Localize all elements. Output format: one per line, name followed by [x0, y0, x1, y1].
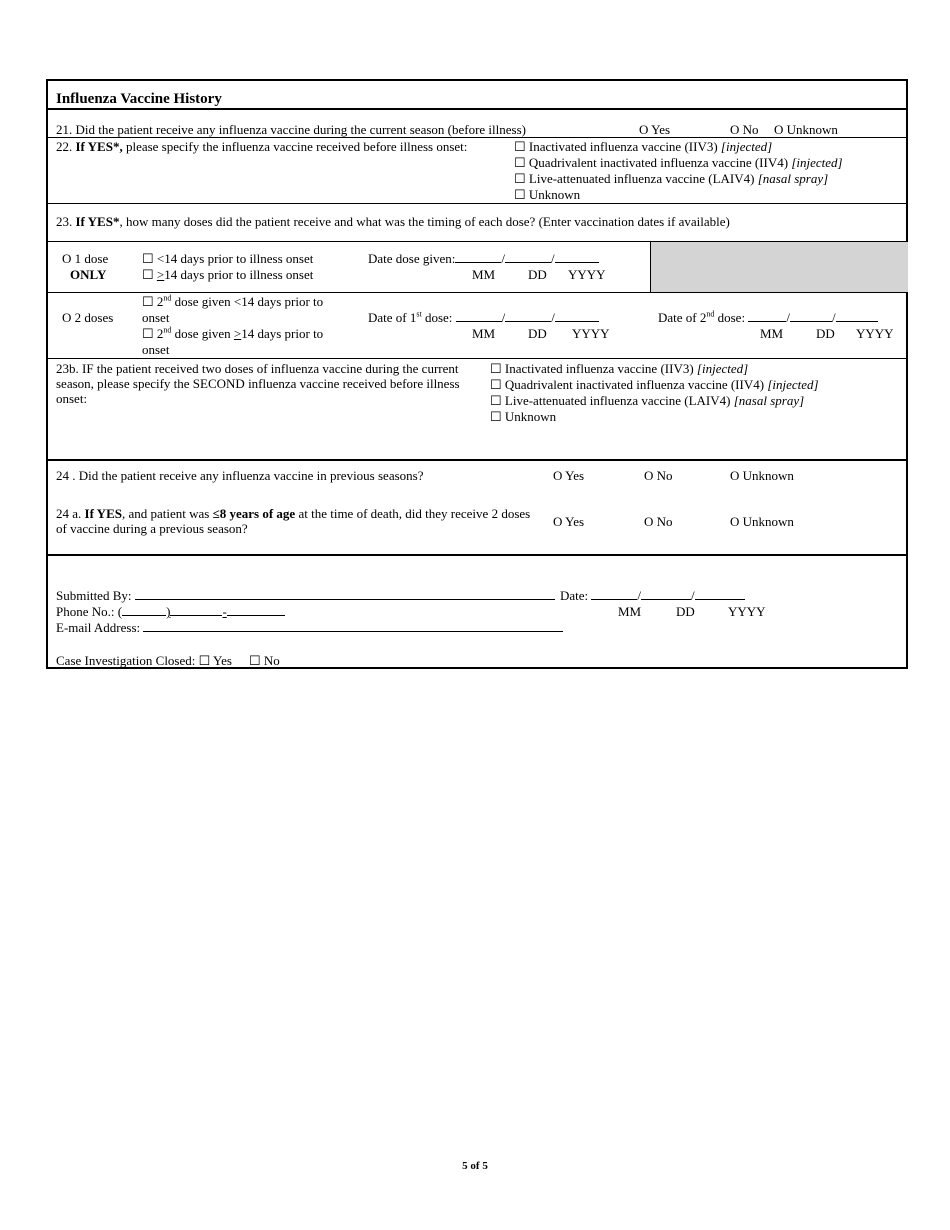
date-label: dose:: [714, 310, 746, 325]
checkbox-glyph: ☐: [142, 267, 157, 282]
q24a-no-radio[interactable]: O No: [644, 514, 673, 529]
q22-option-route: [injected]: [720, 139, 773, 154]
dd-caption: DD: [528, 326, 547, 341]
mm-blank[interactable]: [455, 251, 501, 263]
submit-date-field[interactable]: [560, 588, 745, 603]
q23-prompt: , how many doses did the patient receive and what was the timing of each dose? (Enter vaccination dates if available): [119, 214, 730, 229]
date-separator: /: [501, 251, 505, 266]
case-closed-label: Case Investigation Closed:: [56, 653, 199, 668]
dd-caption: DD: [528, 267, 547, 282]
dd-blank[interactable]: [505, 251, 551, 263]
one-dose-lt14-checkbox[interactable]: ☐ <14 days prior to illness onset: [142, 251, 314, 266]
dd-caption: DD: [816, 326, 835, 341]
q23b-option-laiv4[interactable]: [490, 393, 804, 408]
shaded-cell: [650, 242, 908, 292]
mm-caption: MM: [472, 326, 496, 341]
q21-text: 21. Did the patient receive any influenza vaccine during the current season (before illness): [56, 122, 526, 137]
checkbox-label: ☐ 2: [142, 294, 164, 309]
q22-prompt: please specify the influenza vaccine received before illness onset:: [122, 139, 468, 154]
q24a-unknown-radio[interactable]: O Unknown: [730, 514, 794, 529]
submitted-by-blank[interactable]: [135, 588, 555, 600]
phone-label: Phone No.: (: [56, 604, 123, 619]
q24a-prompt: , and patient was: [121, 506, 213, 521]
date-separator: /: [637, 588, 642, 603]
q24a-yes-radio[interactable]: O Yes: [553, 514, 585, 529]
q22-option-route: [nasal spray]: [757, 171, 829, 186]
q24-text: 24 . Did the patient receive any influenza vaccine in previous seasons?: [56, 468, 424, 483]
q24a-number: 24 a.: [56, 506, 85, 521]
two-doses-lt14-onset: onset: [142, 310, 170, 325]
cell-border: [650, 242, 651, 292]
q21-no-radio[interactable]: O No: [730, 122, 759, 137]
q22-option-unknown[interactable]: [514, 187, 580, 202]
two-doses-radio[interactable]: O 2 doses: [62, 310, 114, 325]
q22-if-yes: If YES*,: [75, 139, 123, 154]
q22-option-route: [injected]: [791, 155, 843, 170]
second-dose-date[interactable]: [658, 310, 878, 325]
checkbox-label: dose given: [171, 326, 234, 341]
q22-option-label: ☐ Inactivated influenza vaccine (IIV3): [514, 139, 721, 154]
one-dose-only-label: ONLY: [70, 267, 107, 282]
one-dose-radio[interactable]: O 1 dose: [62, 251, 109, 266]
q24-no-radio[interactable]: O No: [644, 468, 673, 483]
mm-caption: MM: [760, 326, 784, 341]
ordinal-suffix: nd: [163, 325, 172, 335]
q22-option-label: ☐ Quadrivalent inactivated influenza vaccine (IIV4): [514, 155, 792, 170]
date-separator: /: [831, 310, 836, 325]
q23b-text: 23b. IF the patient received two doses of influenza vaccine during the current season, please specify the SECOND influenza vaccine received before illness onset:: [56, 361, 460, 406]
date-label: dose:: [421, 310, 453, 325]
q24a-text: [56, 506, 536, 536]
q23b-option-route: [nasal spray]: [733, 393, 805, 408]
q23b-option-iiv4[interactable]: [490, 377, 819, 392]
dd-blank[interactable]: [641, 588, 691, 600]
phone-line-blank[interactable]: [227, 604, 285, 616]
dd-blank[interactable]: [505, 310, 551, 322]
case-closed-yes-checkbox[interactable]: ☐ Yes: [198, 653, 232, 668]
q21-unknown-radio[interactable]: O Unknown: [774, 122, 838, 137]
divider: [48, 358, 906, 359]
mm-blank[interactable]: [748, 310, 786, 322]
yyyy-caption: YYYY: [856, 326, 894, 341]
ge-sign: >: [233, 326, 242, 341]
q23-if-yes: If YES*: [75, 214, 120, 229]
divider: [48, 203, 906, 204]
date-label: Date of 2: [658, 310, 707, 325]
date-separator: /: [501, 310, 506, 325]
q22-option-label: ☐ Live-attenuated influenza vaccine (LAIV4): [514, 171, 758, 186]
mm-caption: MM: [472, 267, 496, 282]
dd-blank[interactable]: [790, 310, 832, 322]
yyyy-blank[interactable]: [555, 251, 599, 263]
q23b-option-unknown[interactable]: [490, 409, 556, 424]
influenza-vaccine-history-form: [46, 79, 908, 669]
email-blank[interactable]: [143, 620, 563, 632]
ordinal-suffix: nd: [706, 309, 715, 319]
mm-blank[interactable]: [591, 588, 637, 600]
q23b-option-iiv3[interactable]: [490, 361, 748, 376]
area-code-blank[interactable]: [122, 604, 166, 616]
divider: [48, 554, 906, 556]
phone-prefix-blank[interactable]: [170, 604, 222, 616]
checkbox-label: 14 days prior to: [241, 326, 324, 341]
q24-unknown-radio[interactable]: O Unknown: [730, 468, 794, 483]
q21-yes-radio[interactable]: O Yes: [639, 122, 671, 137]
yyyy-caption: YYYY: [572, 326, 610, 341]
ordinal-suffix: nd: [163, 293, 172, 303]
date-label: Date of 1: [368, 310, 417, 325]
yyyy-blank[interactable]: [695, 588, 745, 600]
q23b-option-label: ☐ Quadrivalent inactivated influenza vaccine (IIV4): [490, 377, 768, 392]
date-separator: /: [551, 310, 555, 325]
dd-caption: DD: [676, 604, 695, 619]
two-doses-lt14-checkbox[interactable]: [142, 294, 323, 309]
divider: [48, 459, 906, 461]
divider: [48, 137, 906, 138]
q23-text: [56, 214, 730, 229]
divider: [48, 108, 906, 110]
q22-option-label: ☐ Unknown: [514, 187, 581, 202]
date-label: Date dose given:: [368, 251, 456, 266]
mm-blank[interactable]: [456, 310, 502, 322]
ge-sign: >: [156, 267, 165, 282]
section-title: Influenza Vaccine History: [56, 91, 222, 107]
date-separator: /: [786, 310, 790, 325]
q24a-prompt: at the time of death, did they receive 2 doses of vaccine during a previous season?: [56, 506, 531, 536]
q23b-option-label: ☐ Unknown: [490, 409, 557, 424]
one-dose-ge14-checkbox[interactable]: [142, 267, 313, 282]
phone-paren: ): [166, 604, 171, 619]
case-closed-row: [56, 653, 280, 668]
q22-option-iiv3[interactable]: [514, 139, 772, 154]
ordinal-suffix: st: [416, 309, 422, 319]
yyyy-blank[interactable]: [555, 310, 599, 322]
mm-caption: MM: [618, 604, 642, 619]
q24-yes-radio[interactable]: O Yes: [553, 468, 585, 483]
q24a-if-yes: If YES: [84, 506, 122, 521]
q23-number: 23.: [56, 214, 76, 229]
date-label: Date:: [560, 588, 589, 603]
checkbox-label: ☐ 2: [142, 326, 164, 341]
two-doses-ge14-onset: onset: [142, 342, 170, 357]
date-separator: /: [551, 251, 555, 266]
case-closed-no-checkbox[interactable]: ☐ No: [248, 653, 280, 668]
q22-text: [56, 139, 476, 154]
phone-dash: -: [222, 604, 227, 619]
q23b-option-label: ☐ Inactivated influenza vaccine (IIV3): [490, 361, 697, 376]
q22-option-iiv4[interactable]: [514, 155, 843, 170]
checkbox-label: dose given <14 days prior to: [171, 294, 324, 309]
first-dose-date[interactable]: [368, 310, 599, 325]
date-separator: /: [691, 588, 695, 603]
submitted-by-label: Submitted By:: [56, 588, 132, 603]
email-field[interactable]: [56, 620, 563, 635]
q23b-option-route: [injected]: [696, 361, 749, 376]
page-number: 5 of 5: [462, 1160, 488, 1172]
yyyy-caption: YYYY: [568, 267, 606, 282]
q22-option-laiv4[interactable]: [514, 171, 828, 186]
q23b-option-route: [injected]: [767, 377, 819, 392]
two-doses-ge14-checkbox[interactable]: [142, 326, 323, 341]
email-label: E-mail Address:: [56, 620, 141, 635]
yyyy-blank[interactable]: [836, 310, 878, 322]
q22-number: 22.: [56, 139, 76, 154]
checkbox-label: 14 days prior to illness onset: [164, 267, 314, 282]
one-dose-date[interactable]: [368, 251, 599, 266]
phone-field[interactable]: [56, 604, 285, 619]
divider: [48, 292, 906, 293]
q24a-age-limit: ≤8 years of age: [212, 506, 296, 521]
submitted-by-field[interactable]: [56, 588, 555, 603]
yyyy-caption: YYYY: [728, 604, 766, 619]
q23b-option-label: ☐ Live-attenuated influenza vaccine (LAIV4): [490, 393, 734, 408]
